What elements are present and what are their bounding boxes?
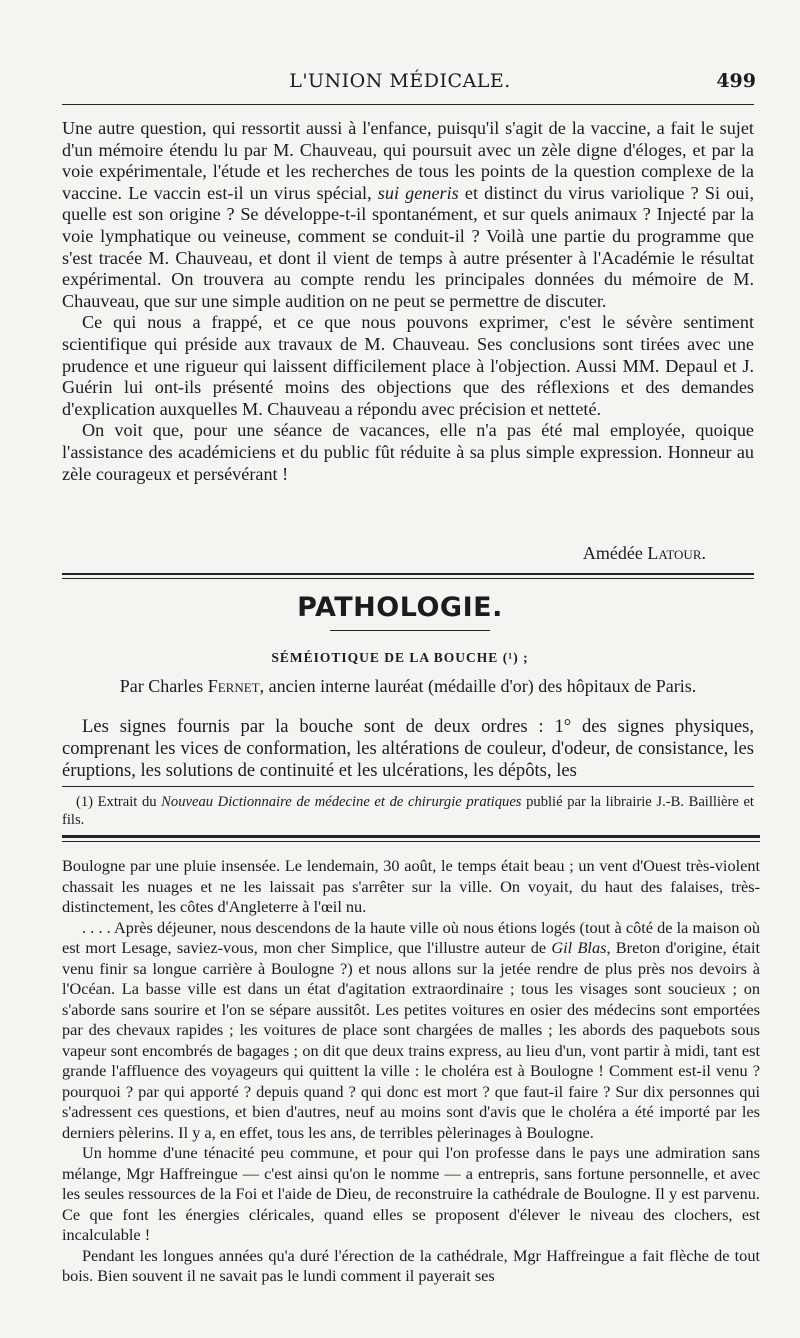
signature: Amédée Latour. [582, 543, 706, 563]
header-rule [62, 104, 754, 105]
feuilleton-paragraph-4: Pendant les longues années qu'a duré l'érection de la cathédrale, Mgr Haffreingue a fait flèche de tout bois. Bien souvent il ne savait pas le lundi comment il payerait ses [62, 1245, 760, 1285]
feuilleton-body [62, 856, 760, 1287]
section-paragraph: Les signes fournis par la bouche sont de deux ordres : 1° des signes physiques, comprenant les vices de conformation, les altérations de couleur, d'odeur, de consistance, les éruptions, les solutions de continuité et les ulcérations, les dépôts, les [62, 716, 754, 781]
section-rule-top-thin [62, 578, 754, 579]
section-body [62, 716, 754, 782]
footnote-rule [62, 786, 754, 787]
article-paragraph-vaccine: Une autre question, qui ressortit aussi à l'enfance, puisqu'il s'agit de la vaccine, a fait le sujet d'un mémoire étendu lu par M. Chauveau, qui poursuit avec un zèle digne d'éloges, et par la voie expérimentale, l'étude et les recherches de tous les points de la question complexe de la vaccine. Le vaccin est-il un virus spécial, sui generis et distinct du virus variolique ? Si oui, quelle est son origine ? Se développe-t-il spontanément, et sur quels animaux ? Injecté par la voie lymphatique ou veineuse, comment se conduit-il ? Voilà une partie du programme que s'est tracée M. Chauveau, et dont il vient de temps à autre présenter à l'Académie le résultat expérimental. On trouvera au compte rendu les principales données du mémoire de M. Chauveau, que sur une simple audition on ne peut se permettre de discuter. [62, 118, 754, 311]
article-body [62, 118, 754, 485]
section-rule-top-thick [62, 573, 754, 575]
page-number: 499 [716, 70, 756, 92]
article-paragraph-appraisal: Ce qui nous a frappé, et ce que nous pouvons exprimer, c'est le sévère sentiment scientifique qui préside aux travaux de M. Chauveau. Ses conclusions sont tirées avec une prudence et une rigueur qui laissent difficilement place à l'objection. Aussi MM. Depaul et J. Guérin lui ont-ils présenté moins des objections que des réflexions et des demandes d'explication auxquelles M. Chauveau a répondu avec précision et netteté. [62, 312, 754, 419]
section-title-underline [330, 630, 490, 631]
section-subtitle: SÉMÉIOTIQUE DE LA BOUCHE (¹) ; [271, 650, 529, 665]
section-title: PATHOLOGIE. [297, 592, 503, 623]
footnote: (1) Extrait du Nouveau Dictionnaire de médecine et de chirurgie pratiques publié par la librairie J.-B. Baillière et fils. [62, 794, 754, 828]
feuilleton-paragraph-1: Boulogne par une pluie insensée. Le lendemain, 30 août, le temps était beau ; un vent d'Ouest très-violent chassait les nuages et ne les laissait pas s'arrêter sur la ville. On voyait, du haut des falaises, très-distinctement, les côtes d'Angleterre à l'œil nu. [62, 856, 760, 916]
feuilleton-paragraph-3: Un homme d'une ténacité peu commune, et pour qui l'on professe dans le pays une admiration sans mélange, Mgr Haffreingue — c'est ainsi qu'on le nomme — a entrepris, sans fortune personnelle, et avec les seules ressources de la Foi et l'aide de Dieu, de reconstruire la cathédrale de Boulogne. Il y est parvenu. Ce que font les énergies cléricales, quand elles se proposent d'élever le niveau des clochers, est incalculable ! [62, 1143, 760, 1244]
author-byline: Par Charles Fernet, ancien interne lauréat (médaille d'or) des hôpitaux de Paris. [119, 676, 697, 696]
feuilleton-rule-thick [62, 835, 760, 838]
article-paragraph-closing: On voit que, pour une séance de vacances, elle n'a pas été mal employée, quoique l'assistance des académiciens et du public fût réduite à sa plus simple expression. Honneur au zèle courageux et persévérant ! [62, 420, 754, 484]
feuilleton-rule-thin [62, 841, 760, 842]
running-header-title: L'UNION MÉDICALE. [289, 70, 511, 92]
feuilleton-paragraph-2: . . . . Après déjeuner, nous descendons de la haute ville où nous étions logés (tout à côté de la maison où est mort Lesage, saviez-vous, mon cher Simplice, que l'illustre auteur de Gil Blas, Breton d'origine, était venu finir sa longue carrière à Boulogne ?) et nous allons sur la jetée rendre de plus près nos devoirs à l'Océan. La basse ville est dans un état d'agitation extraordinaire ; tous les visages sont soucieux ; on s'aborde sans sourire et l'on se sépare aussitôt. Les petites voitures en osier des médecins sont emportées par des chevaux rapides ; les voitures de place sont chargées de malles ; les abords des paquebots sous vapeur sont encombrés de bagages ; on dit que deux trains express, au lieu d'un, vont partir à midi, tant est grande l'affluence des voyageurs qui quittent la ville : le choléra est à Boulogne ! Comment est-il venu ? pourquoi ? par qui apporté ? depuis quand ? qui donc est mort ? que faut-il faire ? Sur dix personnes qui s'adressent ces questions, et bien d'autres, neuf au moins sont d'avis que le choléra a été importé par les derniers pèlerins. Il y a, en effet, tous les ans, de terribles pèlerinages à Boulogne. [62, 917, 761, 1142]
